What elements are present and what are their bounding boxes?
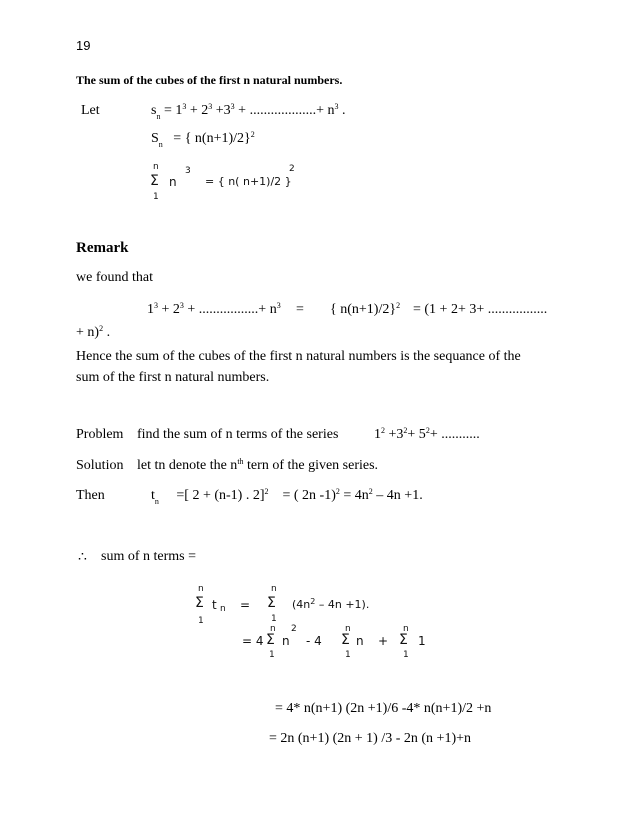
therefore-icon: ∴ bbox=[78, 550, 87, 565]
sigma-icon: Σ bbox=[266, 632, 275, 648]
remark-equation-cont: + n)$^2$ . bbox=[76, 324, 111, 340]
solution-text: let tn denote the $n^{th}$ tern of the given series. bbox=[137, 457, 379, 473]
tn-formula: $t_n$ =[ 2 + (n-1) . 2]$^2$ = ( 2n $-1)^2 = 4n^2 - 4n +1$. bbox=[151, 487, 423, 506]
sigma-icon: Σ bbox=[195, 595, 204, 611]
remark-equals-1: = bbox=[296, 302, 304, 317]
hence-line-1: Hence the sum of the cubes of the first n natural numbers is the sequance of the bbox=[76, 349, 521, 364]
solution-label: Solution bbox=[76, 458, 124, 473]
sigma-formula-image-1: n Σ 1 n 3 = { n( n+1)/2 } 2 bbox=[150, 162, 295, 202]
problem-label: Problem bbox=[76, 427, 124, 442]
remark-formula: { n(n+1)/2}$^2$ bbox=[330, 301, 401, 317]
sn-formula: $S_n$ = { n(n+1)/2}$^2$ bbox=[151, 130, 255, 149]
sigma-icon: Σ bbox=[341, 632, 350, 648]
problem-series: $1^2 +3^2+ 5^2+$ ........... bbox=[374, 426, 480, 442]
sum-of-n-terms: sum of n terms = bbox=[101, 549, 196, 564]
page-number: 19 bbox=[76, 38, 91, 53]
hence-line-2: sum of the first n natural numbers. bbox=[76, 370, 270, 385]
remark-sum-series: = (1 + 2+ 3+ ................. bbox=[413, 302, 548, 317]
remark-equation: $1^3 + 2^3$ + .................+ $n^3$ bbox=[147, 301, 281, 317]
result-line-1: = 4* n(n+1) (2n +1)/6 -4* n(n+1)/2 +n bbox=[275, 701, 492, 716]
sn-definition: $s_n = 1^3 + 2^3 +3^3$ + ...................+ $n^3$ . bbox=[151, 102, 346, 121]
sigma-formula-image-2: n Σ t n 1 = n Σ 1 $(4n^2 - 4n +1)$. = 4 n Σ 1 n 2 - 4 n Σ n 1 + n Σ 1 1 bbox=[195, 584, 426, 660]
problem-text: find the sum of n terms of the series bbox=[137, 427, 339, 442]
let-label: Let bbox=[81, 103, 100, 118]
result-line-2: = 2n (n+1) (2n + 1) /3 - 2n (n +1)+n bbox=[269, 731, 472, 746]
sigma-icon: Σ bbox=[150, 173, 159, 189]
we-found-text: we found that bbox=[76, 270, 153, 285]
sigma-icon: Σ bbox=[399, 632, 408, 648]
then-label: Then bbox=[76, 488, 105, 503]
sigma-icon: Σ bbox=[267, 595, 276, 611]
remark-title: Remark bbox=[76, 240, 129, 256]
section-heading: The sum of the cubes of the first n natural numbers. bbox=[76, 73, 343, 87]
